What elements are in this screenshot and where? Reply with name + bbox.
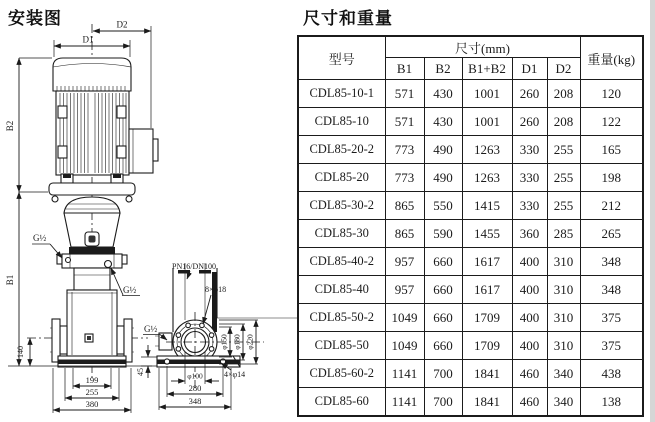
value-cell: 1841: [462, 360, 512, 388]
value-cell: 340: [547, 388, 580, 417]
dim-label-199: 199: [85, 375, 99, 385]
seal-band: [69, 247, 115, 254]
port-label-g-half-right: G½: [123, 285, 137, 295]
base-bolt-holes-label: 4×φ14: [224, 370, 246, 379]
dim-label-b1: B1: [5, 274, 15, 286]
col-header-d2: D2: [547, 58, 580, 80]
dim-label-phi220: φ220: [245, 334, 255, 350]
value-cell: 122: [580, 108, 643, 136]
col-header-model: 型号: [298, 36, 385, 80]
col-header-weight: 重量(kg): [580, 36, 643, 80]
value-cell: 550: [424, 192, 462, 220]
value-cell: 571: [385, 80, 424, 108]
model-cell: CDL85-20: [298, 164, 385, 192]
value-cell: 1841: [462, 388, 512, 417]
value-cell: 1141: [385, 388, 424, 417]
value-cell: 400: [512, 276, 547, 304]
dim-label-b2: B2: [5, 120, 15, 132]
dimensions-table-title: 尺寸和重量: [303, 9, 393, 28]
value-cell: 348: [580, 248, 643, 276]
riser-section: [212, 272, 217, 332]
value-cell: 310: [547, 332, 580, 360]
dim-label-348: 348: [188, 396, 202, 406]
table-row: [298, 80, 643, 108]
model-cell: CDL85-20-2: [298, 136, 385, 164]
value-cell: 590: [424, 220, 462, 248]
value-cell: 255: [547, 136, 580, 164]
table-row: [298, 276, 643, 304]
model-cell: CDL85-10-1: [298, 80, 385, 108]
table-row: [298, 220, 643, 248]
value-cell: 460: [512, 360, 547, 388]
dim-label-phi100: φ100: [187, 371, 203, 381]
value-cell: 330: [512, 164, 547, 192]
col-header-b1b2: B1+B2: [462, 58, 512, 80]
value-cell: 1001: [462, 108, 512, 136]
value-cell: 375: [580, 304, 643, 332]
dim-label-phi180: φ180: [232, 334, 242, 350]
value-cell: 265: [580, 220, 643, 248]
size-weight-table: [297, 35, 644, 417]
table-row: [298, 304, 643, 332]
value-cell: 1617: [462, 276, 512, 304]
value-cell: 430: [424, 80, 462, 108]
page-edge-shadow: [650, 0, 655, 422]
model-cell: CDL85-50-2: [298, 304, 385, 332]
terminal-box: [129, 129, 153, 173]
value-cell: 1049: [385, 332, 424, 360]
model-cell: CDL85-40: [298, 276, 385, 304]
col-header-size-group: 尺寸(mm): [385, 36, 580, 58]
value-cell: 490: [424, 164, 462, 192]
port-label-g-half-left: G½: [33, 233, 47, 243]
table-row: [298, 108, 643, 136]
value-cell: 1141: [385, 360, 424, 388]
value-cell: 865: [385, 220, 424, 248]
value-cell: 255: [547, 192, 580, 220]
value-cell: 198: [580, 164, 643, 192]
table-row: [298, 136, 643, 164]
col-header-b1: B1: [385, 58, 424, 80]
value-cell: 310: [547, 248, 580, 276]
value-cell: 1049: [385, 304, 424, 332]
col-header-d1: D1: [512, 58, 547, 80]
value-cell: 260: [512, 108, 547, 136]
table-row: [298, 164, 643, 192]
model-cell: CDL85-60: [298, 388, 385, 417]
value-cell: 330: [512, 192, 547, 220]
dim-label-45: 45: [136, 368, 145, 376]
dim-label-d2: D2: [116, 19, 128, 30]
value-cell: 212: [580, 192, 643, 220]
value-cell: 957: [385, 276, 424, 304]
value-cell: 360: [512, 220, 547, 248]
table-body: [298, 80, 643, 417]
value-cell: 260: [512, 80, 547, 108]
value-cell: 310: [547, 304, 580, 332]
value-cell: 310: [547, 276, 580, 304]
value-cell: 400: [512, 332, 547, 360]
value-cell: 165: [580, 136, 643, 164]
table-row: [298, 332, 643, 360]
dim-label-140: 140: [16, 346, 25, 358]
value-cell: 865: [385, 192, 424, 220]
value-cell: 430: [424, 108, 462, 136]
model-cell: CDL85-50: [298, 332, 385, 360]
pump-head: [62, 254, 122, 268]
vent-port: [105, 261, 112, 268]
value-cell: 773: [385, 136, 424, 164]
value-cell: 660: [424, 276, 462, 304]
value-cell: 700: [424, 388, 462, 417]
value-cell: 1263: [462, 136, 512, 164]
value-cell: 1415: [462, 192, 512, 220]
value-cell: 1709: [462, 304, 512, 332]
value-cell: 490: [424, 136, 462, 164]
value-cell: 773: [385, 164, 424, 192]
model-cell: CDL85-30-2: [298, 192, 385, 220]
pump-barrel: [67, 290, 117, 357]
table-row: [298, 248, 643, 276]
dim-label-d1: D1: [82, 34, 94, 45]
installation-diagram: [0, 0, 300, 422]
value-cell: 460: [512, 388, 547, 417]
flange-bolt-holes-label: 8×φ18: [205, 285, 227, 294]
pump-front-view: [27, 24, 158, 378]
value-cell: 255: [547, 164, 580, 192]
model-cell: CDL85-10: [298, 108, 385, 136]
value-cell: 400: [512, 248, 547, 276]
mounting-plate: [49, 183, 135, 195]
value-cell: 330: [512, 136, 547, 164]
dim-label-280: 280: [188, 383, 202, 393]
stool-dome: [64, 197, 120, 213]
dim-label-255: 255: [85, 387, 99, 397]
value-cell: 400: [512, 304, 547, 332]
value-cell: 700: [424, 360, 462, 388]
value-cell: 1617: [462, 248, 512, 276]
table-row: [298, 388, 643, 417]
value-cell: 285: [547, 220, 580, 248]
table-row: [298, 192, 643, 220]
table-row: [298, 360, 643, 388]
value-cell: 571: [385, 108, 424, 136]
col-header-b2: B2: [424, 58, 462, 80]
value-cell: 120: [580, 80, 643, 108]
port-label-g-half-side: G½: [144, 324, 158, 334]
model-cell: CDL85-30: [298, 220, 385, 248]
value-cell: 375: [580, 332, 643, 360]
value-cell: 138: [580, 388, 643, 417]
model-cell: CDL85-60-2: [298, 360, 385, 388]
value-cell: 660: [424, 248, 462, 276]
pump-drawing: [0, 0, 300, 422]
value-cell: 438: [580, 360, 643, 388]
model-cell: CDL85-40-2: [298, 248, 385, 276]
value-cell: 660: [424, 332, 462, 360]
value-cell: 1455: [462, 220, 512, 248]
dim-label-phi150: φ150: [219, 334, 229, 350]
value-cell: 957: [385, 248, 424, 276]
value-cell: 348: [580, 276, 643, 304]
value-cell: 340: [547, 360, 580, 388]
value-cell: 1709: [462, 332, 512, 360]
dimensions-table: [297, 35, 644, 417]
installation-diagram-title: 安装图: [8, 9, 62, 28]
value-cell: 660: [424, 304, 462, 332]
value-cell: 1263: [462, 164, 512, 192]
flange-spec-label: PN16/DN100: [172, 262, 217, 271]
value-cell: 208: [547, 80, 580, 108]
value-cell: 1001: [462, 80, 512, 108]
dim-label-380: 380: [85, 399, 99, 409]
value-cell: 208: [547, 108, 580, 136]
